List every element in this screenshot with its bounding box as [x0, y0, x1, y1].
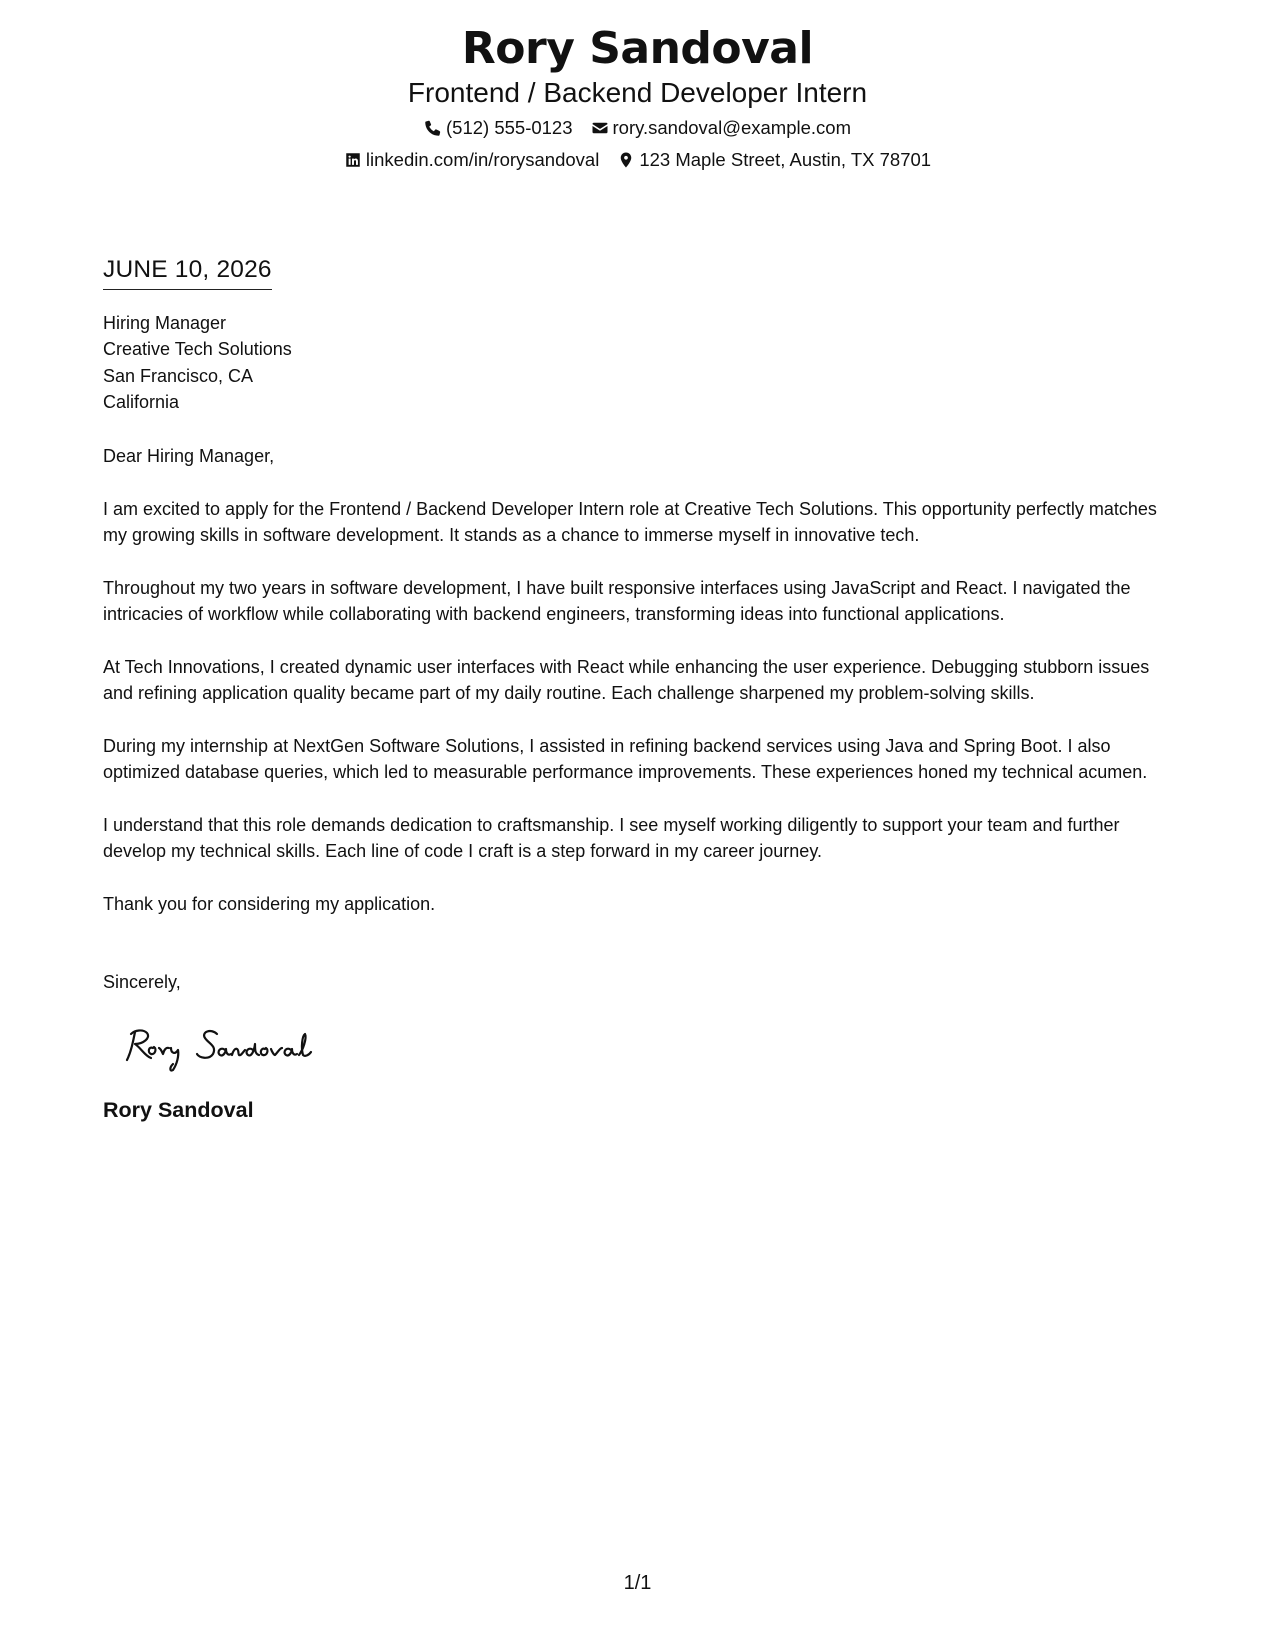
recipient-line: Creative Tech Solutions — [103, 339, 292, 360]
handwritten-signature — [121, 1022, 1163, 1074]
address-text: 123 Maple Street, Austin, TX 78701 — [639, 149, 932, 170]
body-paragraph: During my internship at NextGen Software Solutions, I assisted in refining backend services using Java and Spring Boot. I also optimized database queries, which led to measurable performance improvements. These experiences honed my technical acumen. — [103, 735, 1148, 783]
contact-phone — [424, 116, 573, 140]
envelope-icon — [591, 119, 609, 137]
applicant-name: Rory Sandoval — [461, 23, 814, 74]
signer-name: Rory Sandoval — [103, 1097, 254, 1122]
letter-body — [103, 255, 1163, 1124]
page-number: 1/1 — [623, 1572, 652, 1594]
recipient-line: California — [103, 391, 180, 412]
letter-header — [0, 22, 1275, 172]
linkedin-text: linkedin.com/in/rorysandoval — [365, 149, 600, 170]
body-paragraph: Throughout my two years in software development, I have built responsive interfaces using JavaScript and React. I navigated the intricacies of workflow while collaborating with backend engineers, transforming ideas into functional applications. — [103, 577, 1131, 625]
body-paragraph: I am excited to apply for the Frontend / Backend Developer Intern role at Creative Tech Solutions. This opportunity perfectly matches my growing skills in software development. It stands as a chance to immerse myself in innovative tech. — [103, 498, 1157, 546]
body-paragraph: I understand that this role demands dedication to craftsmanship. I see myself working diligently to support your team and further develop my technical skills. Each line of code I craft is a step forward in my career journey. — [103, 814, 1120, 862]
thank-you-line: Thank you for considering my application. — [103, 893, 436, 914]
map-pin-icon — [617, 151, 635, 169]
body-paragraph: At Tech Innovations, I created dynamic user interfaces with React while enhancing the user experience. Debugging stubborn issues and refining application quality became part of my daily routine. Each challenge sharpened my problem-solving skills. — [103, 656, 1150, 704]
linkedin-icon — [344, 151, 362, 169]
contact-linkedin — [344, 148, 599, 172]
signature-image — [121, 1022, 351, 1074]
salutation: Dear Hiring Manager, — [103, 446, 275, 467]
recipient-line: Hiring Manager — [103, 313, 227, 333]
email-text: rory.sandoval@example.com — [612, 117, 851, 138]
applicant-role: Frontend / Backend Developer Intern — [407, 77, 868, 108]
letter-date: JUNE 10, 2026 — [103, 255, 272, 290]
contact-row-secondary — [0, 148, 1275, 172]
contact-email — [591, 116, 851, 140]
contact-address — [617, 148, 931, 172]
contact-row-primary — [0, 116, 1275, 140]
recipient-block — [103, 310, 1163, 415]
phone-icon — [424, 119, 442, 137]
closing: Sincerely, — [103, 972, 181, 993]
recipient-line: San Francisco, CA — [103, 365, 254, 386]
phone-text: (512) 555-0123 — [446, 117, 573, 138]
